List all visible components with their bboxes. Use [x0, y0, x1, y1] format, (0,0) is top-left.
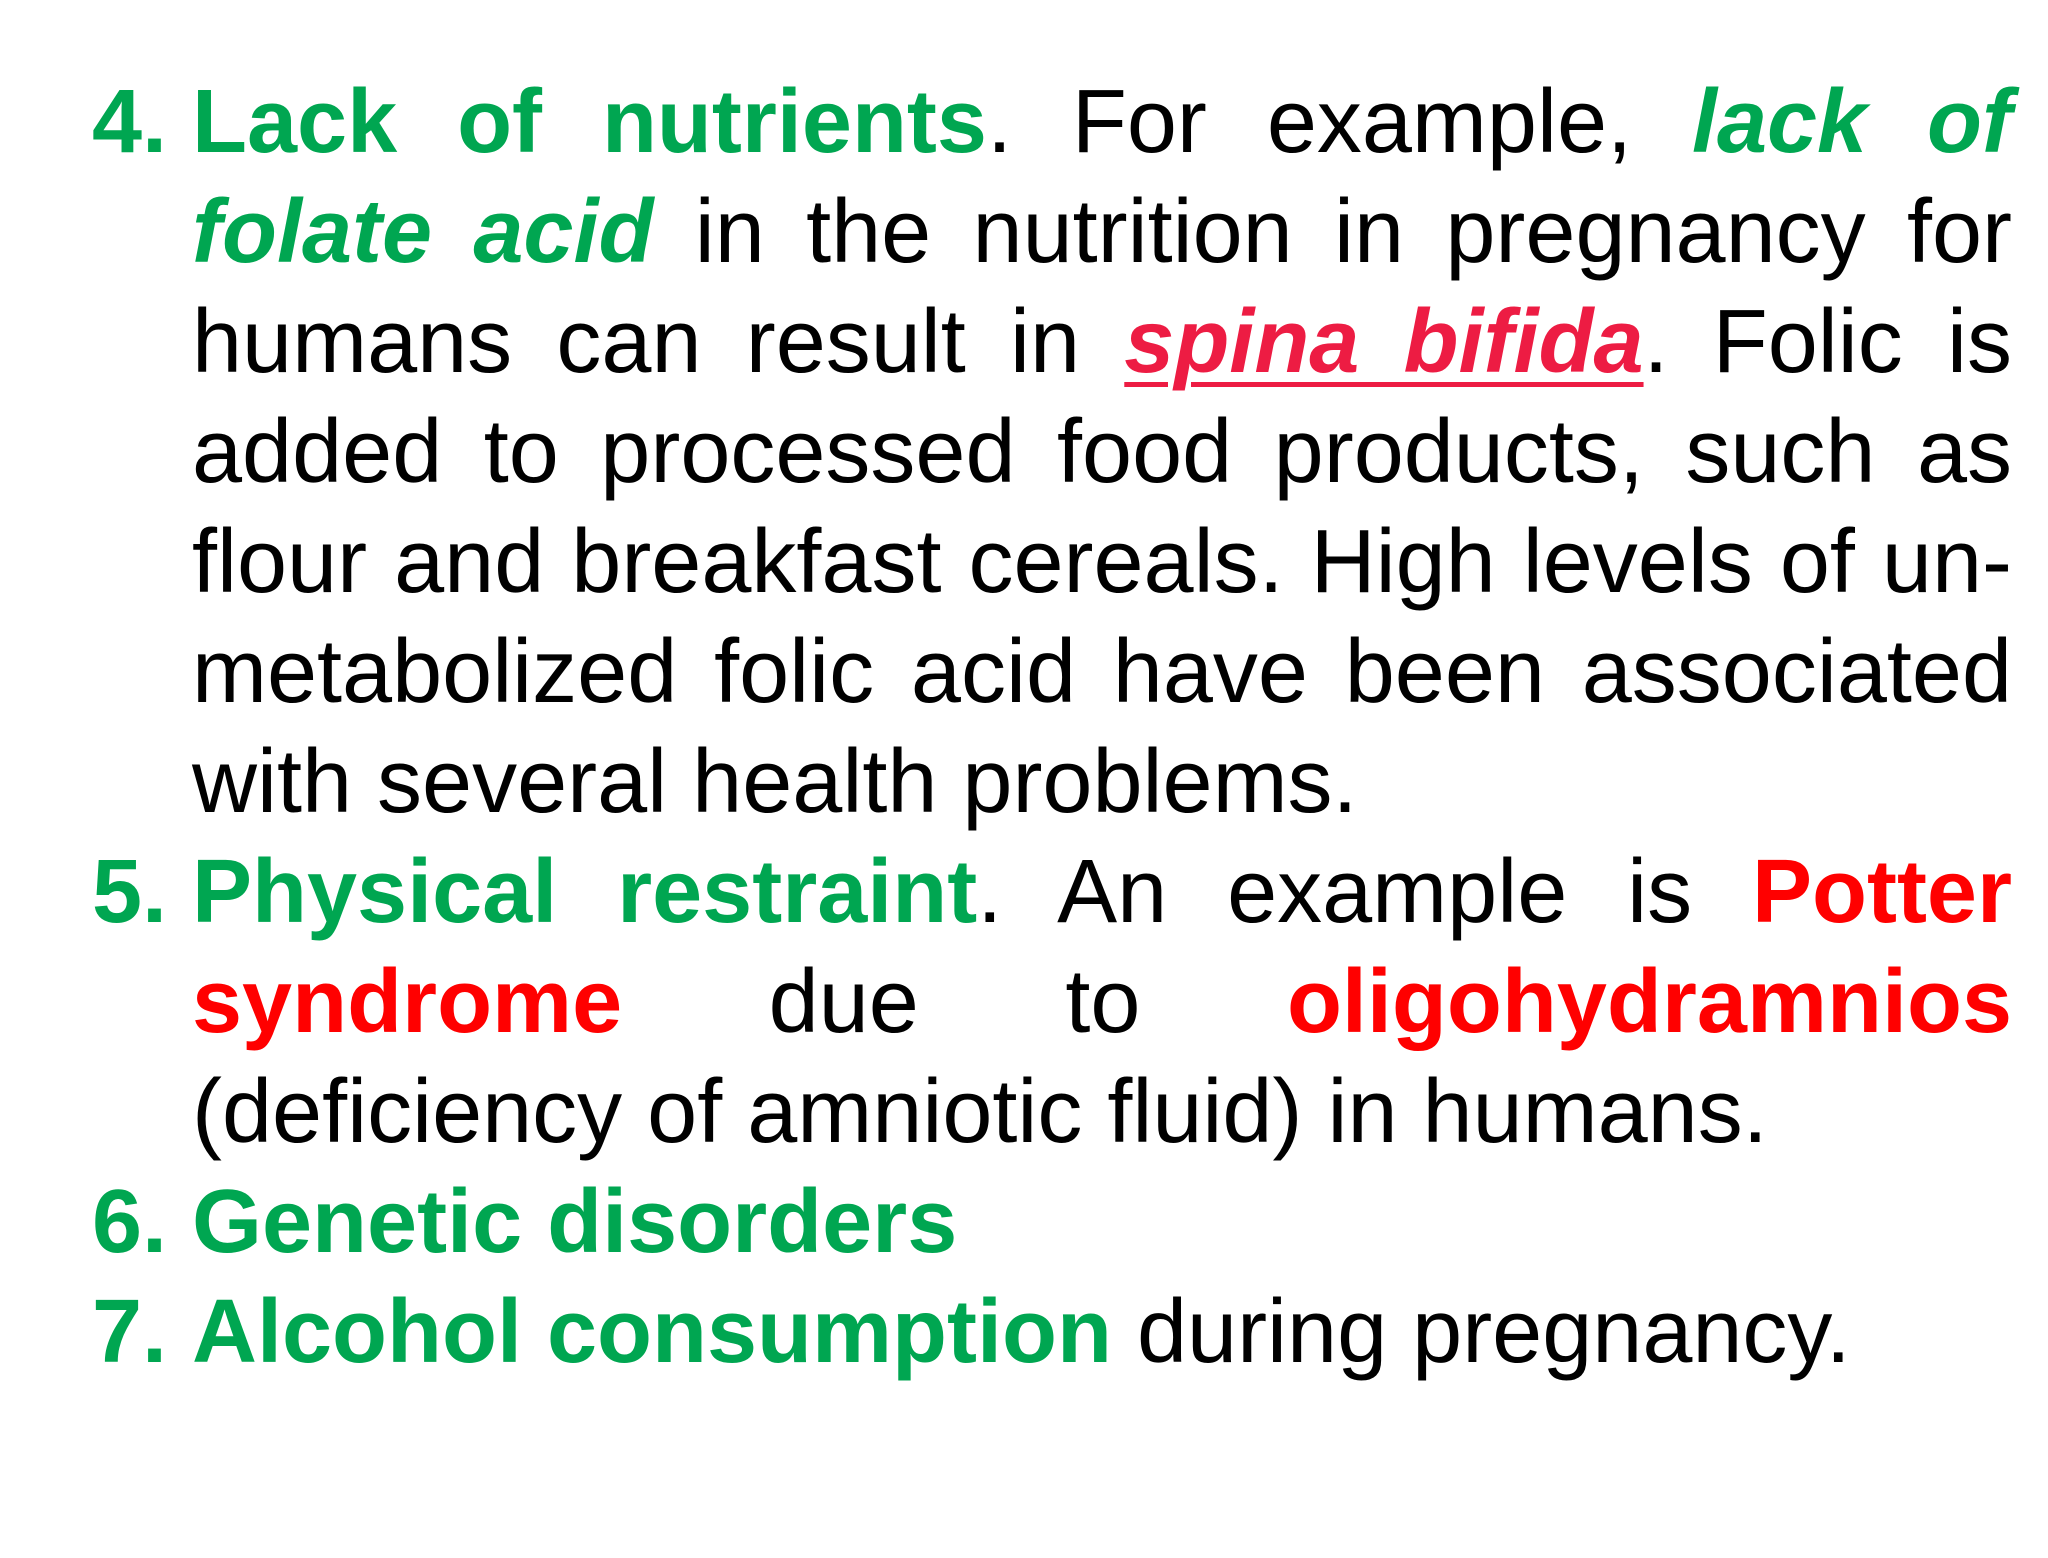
item-number: 4.	[92, 72, 168, 172]
item-text: (deficiency of amniotic fluid) in humans.	[192, 1062, 1768, 1162]
item-number: 7.	[92, 1282, 168, 1382]
folate-term: lack of folate acid	[192, 72, 2012, 282]
item-text: . An example is	[977, 842, 1752, 942]
item-number: 5.	[92, 842, 168, 942]
item-text: . For example,	[986, 72, 1692, 172]
item-number: 6.	[92, 1172, 168, 1272]
item-body	[192, 1167, 2012, 1277]
potter-syndrome-term: Potter syndrome	[192, 842, 2012, 1052]
list-item-lack-of-nutrients	[92, 67, 2012, 837]
item-heading: Genetic disorders	[192, 1172, 958, 1272]
item-text: . Folic is added to processed food products, such as flour and breakfast cereals. High levels of un-metabolized folic acid have been associated with several health problems.	[192, 292, 2012, 832]
item-text: in the nutrition in pregnancy for humans can result in	[192, 182, 2013, 392]
item-text: due to	[622, 952, 1287, 1052]
item-body	[192, 837, 2012, 1167]
list-item-physical-restraint	[92, 837, 2012, 1167]
cause-list	[92, 67, 2012, 1387]
item-heading: Physical restraint	[192, 842, 978, 942]
item-heading: Alcohol consumption	[192, 1282, 1112, 1382]
item-heading: Lack of nutrients	[192, 72, 987, 172]
item-body	[192, 1277, 2012, 1387]
item-body	[192, 67, 2012, 837]
item-text: during pregnancy.	[1111, 1282, 1851, 1382]
spina-bifida-link[interactable]: spina bifida	[1124, 292, 1644, 392]
list-item-alcohol-consumption	[92, 1277, 2012, 1387]
oligohydramnios-term: oligohydramnios	[1286, 952, 2012, 1052]
list-item-genetic-disorders	[92, 1167, 2012, 1277]
